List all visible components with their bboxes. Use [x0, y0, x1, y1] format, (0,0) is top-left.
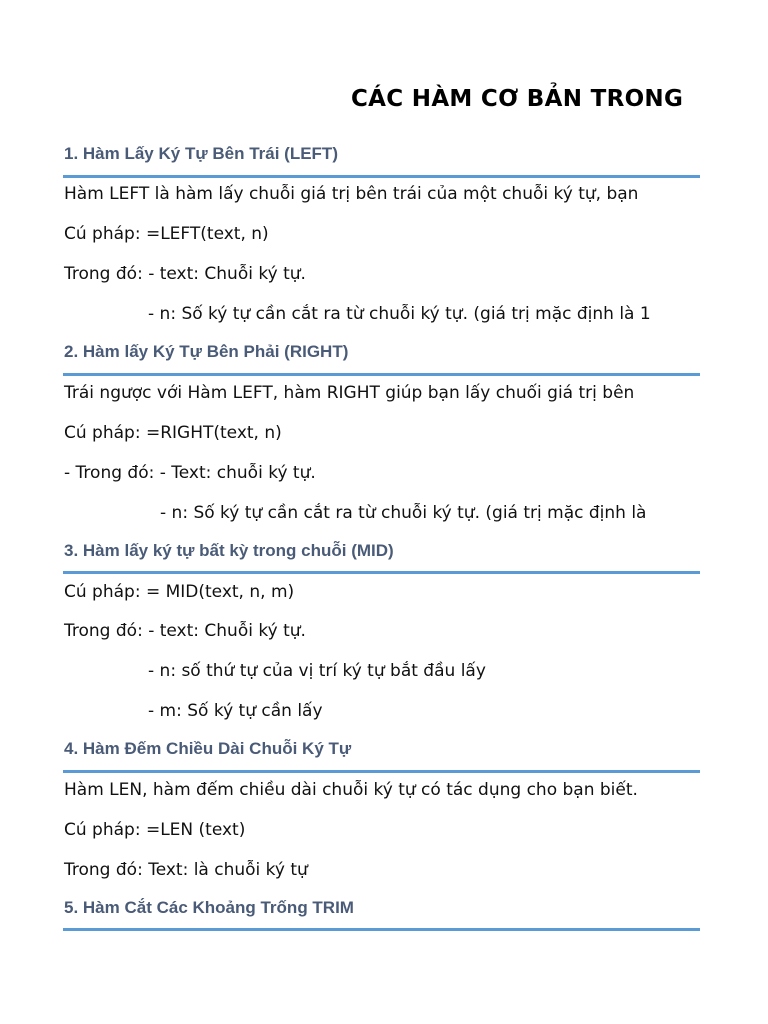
body-text-line: Trong đó: Text: là chuỗi ký tự: [64, 860, 308, 880]
section-divider: [63, 928, 700, 931]
section-heading-len: 4. Hàm Đếm Chiều Dài Chuỗi Ký Tự: [64, 739, 352, 758]
body-text-line: Hàm LEFT là hàm lấy chuỗi giá trị bên trái của một chuỗi ký tự, bạn: [64, 184, 639, 204]
body-text-line: - m: Số ký tự cần lấy: [148, 701, 323, 721]
body-text-line: Cú pháp: =LEFT(text, n): [64, 224, 269, 244]
section-heading-trim: 5. Hàm Cắt Các Khoảng Trống TRIM: [64, 898, 354, 917]
body-text-line: - n: Số ký tự cần cắt ra từ chuỗi ký tự. (giá trị mặc định là 1: [148, 304, 651, 324]
section-divider: [63, 373, 700, 376]
body-text-line: Cú pháp: =RIGHT(text, n): [64, 423, 282, 443]
section-divider: [63, 571, 700, 574]
page-title: CÁC HÀM CƠ BẢN TRONG: [351, 86, 684, 112]
body-text-line: Cú pháp: =LEN (text): [64, 820, 246, 840]
body-text-line: Trái ngược với Hàm LEFT, hàm RIGHT giúp bạn lấy chuối giá trị bên: [64, 383, 635, 403]
body-text-line: - n: Số ký tự cần cắt ra từ chuỗi ký tự. (giá trị mặc định là: [160, 503, 647, 523]
body-text-line: Trong đó: - text: Chuỗi ký tự.: [64, 264, 306, 284]
section-heading-left: 1. Hàm Lấy Ký Tự Bên Trái (LEFT): [64, 144, 338, 163]
body-text-line: Cú pháp: = MID(text, n, m): [64, 582, 295, 602]
body-text-line: - n: số thứ tự của vị trí ký tự bắt đầu lấy: [148, 661, 486, 681]
body-text-line: Trong đó: - text: Chuỗi ký tự.: [64, 621, 306, 641]
body-text-line: Hàm LEN, hàm đếm chiều dài chuỗi ký tự có tác dụng cho bạn biết.: [64, 780, 638, 800]
body-text-line: - Trong đó: - Text: chuỗi ký tự.: [64, 463, 316, 483]
section-heading-mid: 3. Hàm lấy ký tự bất kỳ trong chuỗi (MID): [64, 541, 394, 560]
section-divider: [63, 770, 700, 773]
section-divider: [63, 175, 700, 178]
section-heading-right: 2. Hàm lấy Ký Tự Bên Phải (RIGHT): [64, 342, 349, 361]
